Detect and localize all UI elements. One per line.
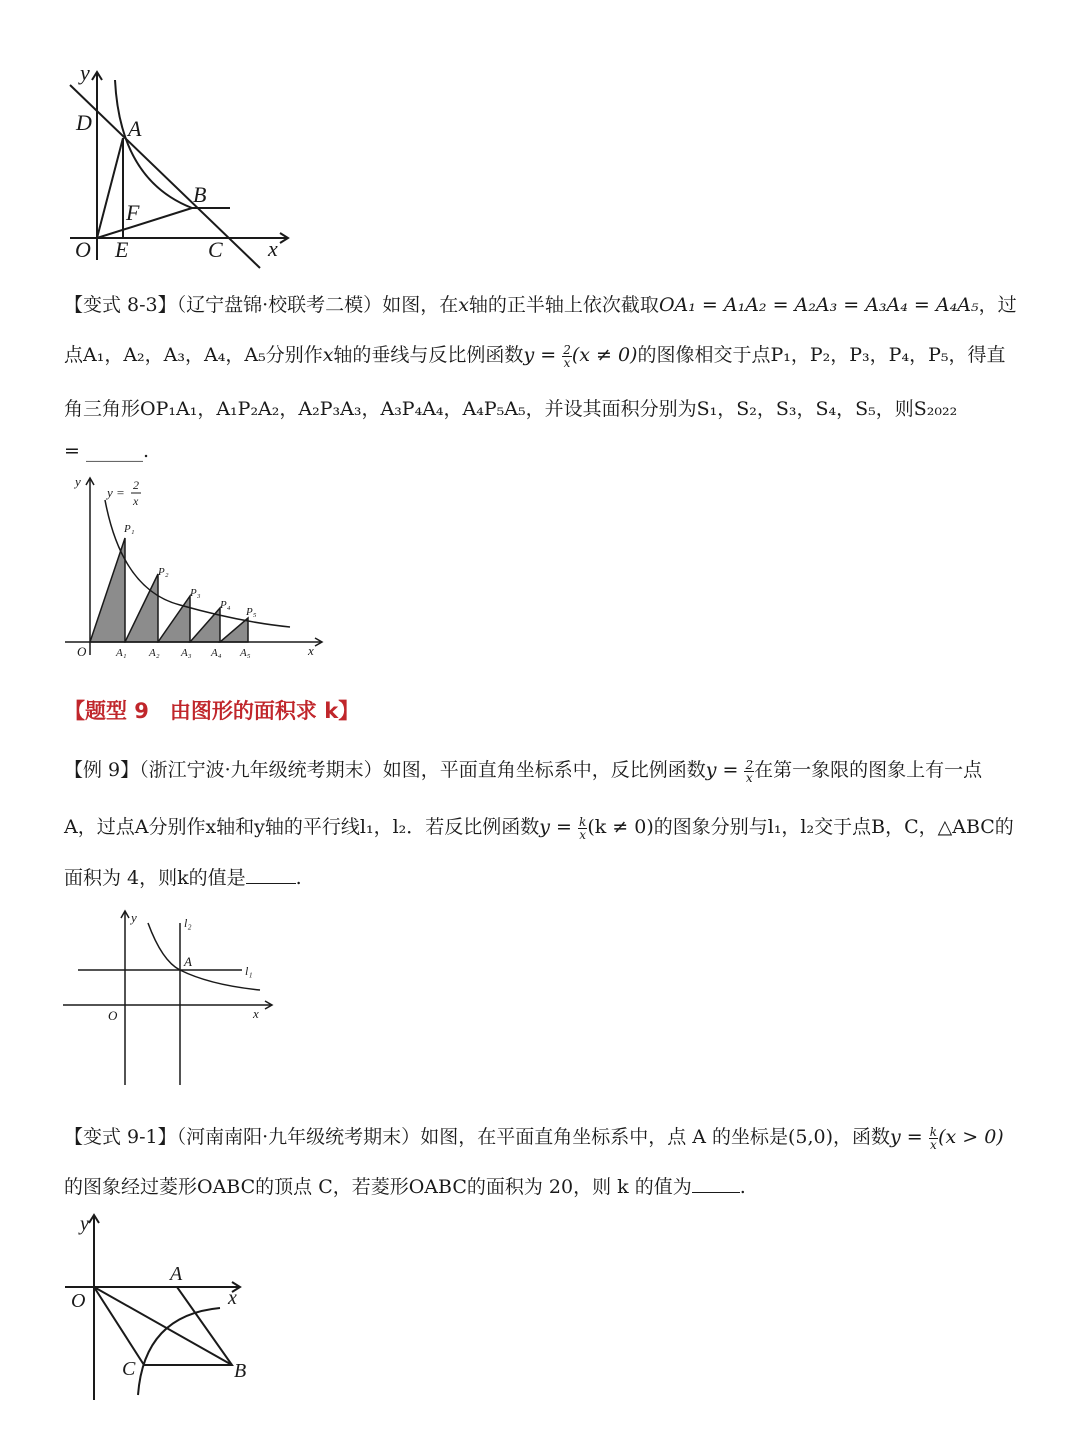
line-dc xyxy=(70,85,260,268)
problem-line xyxy=(64,394,957,421)
text-run: (k ≠ 0)的图象分别与l₁，l₂交于点B，C，△ABC的 xyxy=(587,816,1014,838)
problem-source: （浙江宁波·九年级统考期末） xyxy=(139,759,383,781)
label-p5: P₅ xyxy=(246,606,257,618)
label-o: O xyxy=(75,237,91,262)
label-p3: P₃ xyxy=(190,587,201,599)
math-run: x xyxy=(458,294,469,316)
fraction-numerator: 2 xyxy=(563,342,571,357)
problem-source: （辽宁盘锦·校联考二模） xyxy=(176,294,383,316)
segment-ob xyxy=(97,208,192,238)
fraction xyxy=(562,344,572,369)
label-x: x xyxy=(308,643,314,658)
label-o: O xyxy=(108,1008,118,1023)
variant-9-1-diagram xyxy=(60,1210,260,1400)
fraction-numerator: k xyxy=(929,1124,938,1139)
label-a5: A₅ xyxy=(240,647,251,659)
label-p2: P₂ xyxy=(158,566,169,578)
text-run: 轴的正半轴上依次截取 xyxy=(468,294,659,316)
label-y: y xyxy=(80,1213,89,1235)
text-run: . xyxy=(295,867,302,889)
fraction-denominator: x xyxy=(745,770,753,785)
label-l2: l₂ xyxy=(184,916,192,930)
label-a: A xyxy=(170,1263,183,1285)
problem-line xyxy=(64,812,1014,841)
label-x: x xyxy=(268,236,278,261)
answer-blank xyxy=(692,1173,740,1193)
triangle-a4p5a5 xyxy=(220,618,248,642)
hyperbola-curve xyxy=(105,500,290,627)
math-run: x xyxy=(322,344,334,366)
label-a4: A₄ xyxy=(211,647,222,659)
label-y: y xyxy=(80,60,90,85)
text-run: . xyxy=(739,1176,746,1198)
problem-source: （河南南阳·九年级统考期末） xyxy=(176,1126,421,1148)
label-b: B xyxy=(234,1360,247,1382)
problem-line xyxy=(64,440,149,462)
label-a2: A₂ xyxy=(149,647,160,659)
label-y: y xyxy=(131,910,137,925)
triangle-op1a1 xyxy=(90,538,125,642)
label-f: F xyxy=(126,200,140,225)
math-run: y = xyxy=(890,1126,923,1148)
label-d: D xyxy=(76,110,92,135)
example-9-diagram xyxy=(60,905,280,1090)
label-p1: P₁ xyxy=(124,523,135,535)
problem-tag: 【变式 9-1】 xyxy=(64,1126,177,1148)
problem-line xyxy=(64,755,982,784)
function-denominator: x xyxy=(133,494,139,508)
fraction xyxy=(929,1126,938,1151)
text-run: 如图，在 xyxy=(382,294,459,316)
hyperbola-curve xyxy=(148,923,260,990)
label-a: A xyxy=(128,116,142,141)
fraction-denominator: x xyxy=(930,1137,937,1152)
math-run: (x > 0) xyxy=(938,1126,1004,1148)
problem-line xyxy=(64,1122,1004,1151)
text-run: 的图象经过菱形OABC的顶点 C，若菱形OABC的面积为 20，则 k 的值为 xyxy=(64,1176,692,1198)
text-run: 轴的垂线与反比例函数 xyxy=(333,344,524,366)
label-c: C xyxy=(208,237,223,262)
label-b: B xyxy=(193,182,207,207)
problem-line xyxy=(64,340,1005,369)
section-heading: 【题型 9 由图形的面积求 k】 xyxy=(64,699,360,723)
text-run: 面积为 4，则k的值是 xyxy=(64,867,246,889)
problem-tag: 【变式 8-3】 xyxy=(64,294,177,316)
fraction-denominator: x xyxy=(563,355,571,370)
text-run: 的图像相交于点P₁，P₂，P₃，P₄，P₅，得直 xyxy=(637,344,1006,366)
segment-oa xyxy=(97,138,123,238)
math-run: OA₁ = A₁A₂ = A₂A₃ = A₃A₄ = A₄A₅ xyxy=(658,294,979,316)
label-l1: l₁ xyxy=(245,964,253,978)
math-run: (x ≠ 0) xyxy=(571,344,638,366)
text-run: 如图，在平面直角坐标系中，点 A 的坐标是(5,0)，函数 xyxy=(420,1126,891,1148)
label-y: y xyxy=(75,474,81,489)
math-run: y = xyxy=(523,344,557,366)
text-run: 在第一象限的图象上有一点 xyxy=(754,759,983,781)
math-run: y = xyxy=(539,816,572,838)
label-o: O xyxy=(71,1290,86,1312)
label-a1: A₁ xyxy=(116,647,127,659)
text-run: A，过点A分别作x轴和y轴的平行线l₁，l₂．若反比例函数 xyxy=(64,816,540,838)
answer-blank xyxy=(246,864,296,884)
label-c: C xyxy=(122,1358,136,1380)
text-run: 角三角形OP₁A₁，A₁P₂A₂，A₂P₃A₃，A₃P₄A₄，A₄P₅A₅，并设其面积分别为S₁，S₂，S₃，S₄，S₅，则S₂₀₂₂ xyxy=(64,398,958,420)
label-a: A xyxy=(184,954,192,969)
function-label: y = xyxy=(107,485,125,500)
fraction xyxy=(578,816,587,841)
problem-line xyxy=(64,290,1017,317)
fraction xyxy=(744,759,754,784)
text-run: 点A₁，A₂，A₃，A₄，A₅分别作 xyxy=(64,344,323,366)
label-p4: P₄ xyxy=(220,599,231,611)
function-numerator: 2 xyxy=(133,478,139,492)
fraction-denominator: x xyxy=(579,827,587,842)
problem-line xyxy=(64,863,302,890)
triangle-a3p4a4 xyxy=(190,608,220,642)
problem-line xyxy=(64,1172,746,1199)
problem-tag: 【例 9】 xyxy=(64,759,140,781)
figure-8-3-diagram xyxy=(60,470,330,665)
text-run: 如图，平面直角坐标系中，反比例函数 xyxy=(382,759,706,781)
triangle-a1p2a2 xyxy=(125,574,158,642)
diagonal-ob xyxy=(94,1287,232,1365)
math-run: y = xyxy=(705,759,739,781)
text-run: ，过 xyxy=(978,294,1017,316)
fraction-numerator: 2 xyxy=(745,757,754,772)
label-o: O xyxy=(77,644,87,659)
fraction-numerator: k xyxy=(579,814,587,829)
figure-8-2-diagram xyxy=(60,60,300,270)
label-x: x xyxy=(253,1006,259,1021)
label-a3: A₃ xyxy=(181,647,192,659)
answer-blank: = ______. xyxy=(64,440,149,462)
label-e: E xyxy=(115,237,129,262)
label-x: x xyxy=(228,1287,237,1309)
